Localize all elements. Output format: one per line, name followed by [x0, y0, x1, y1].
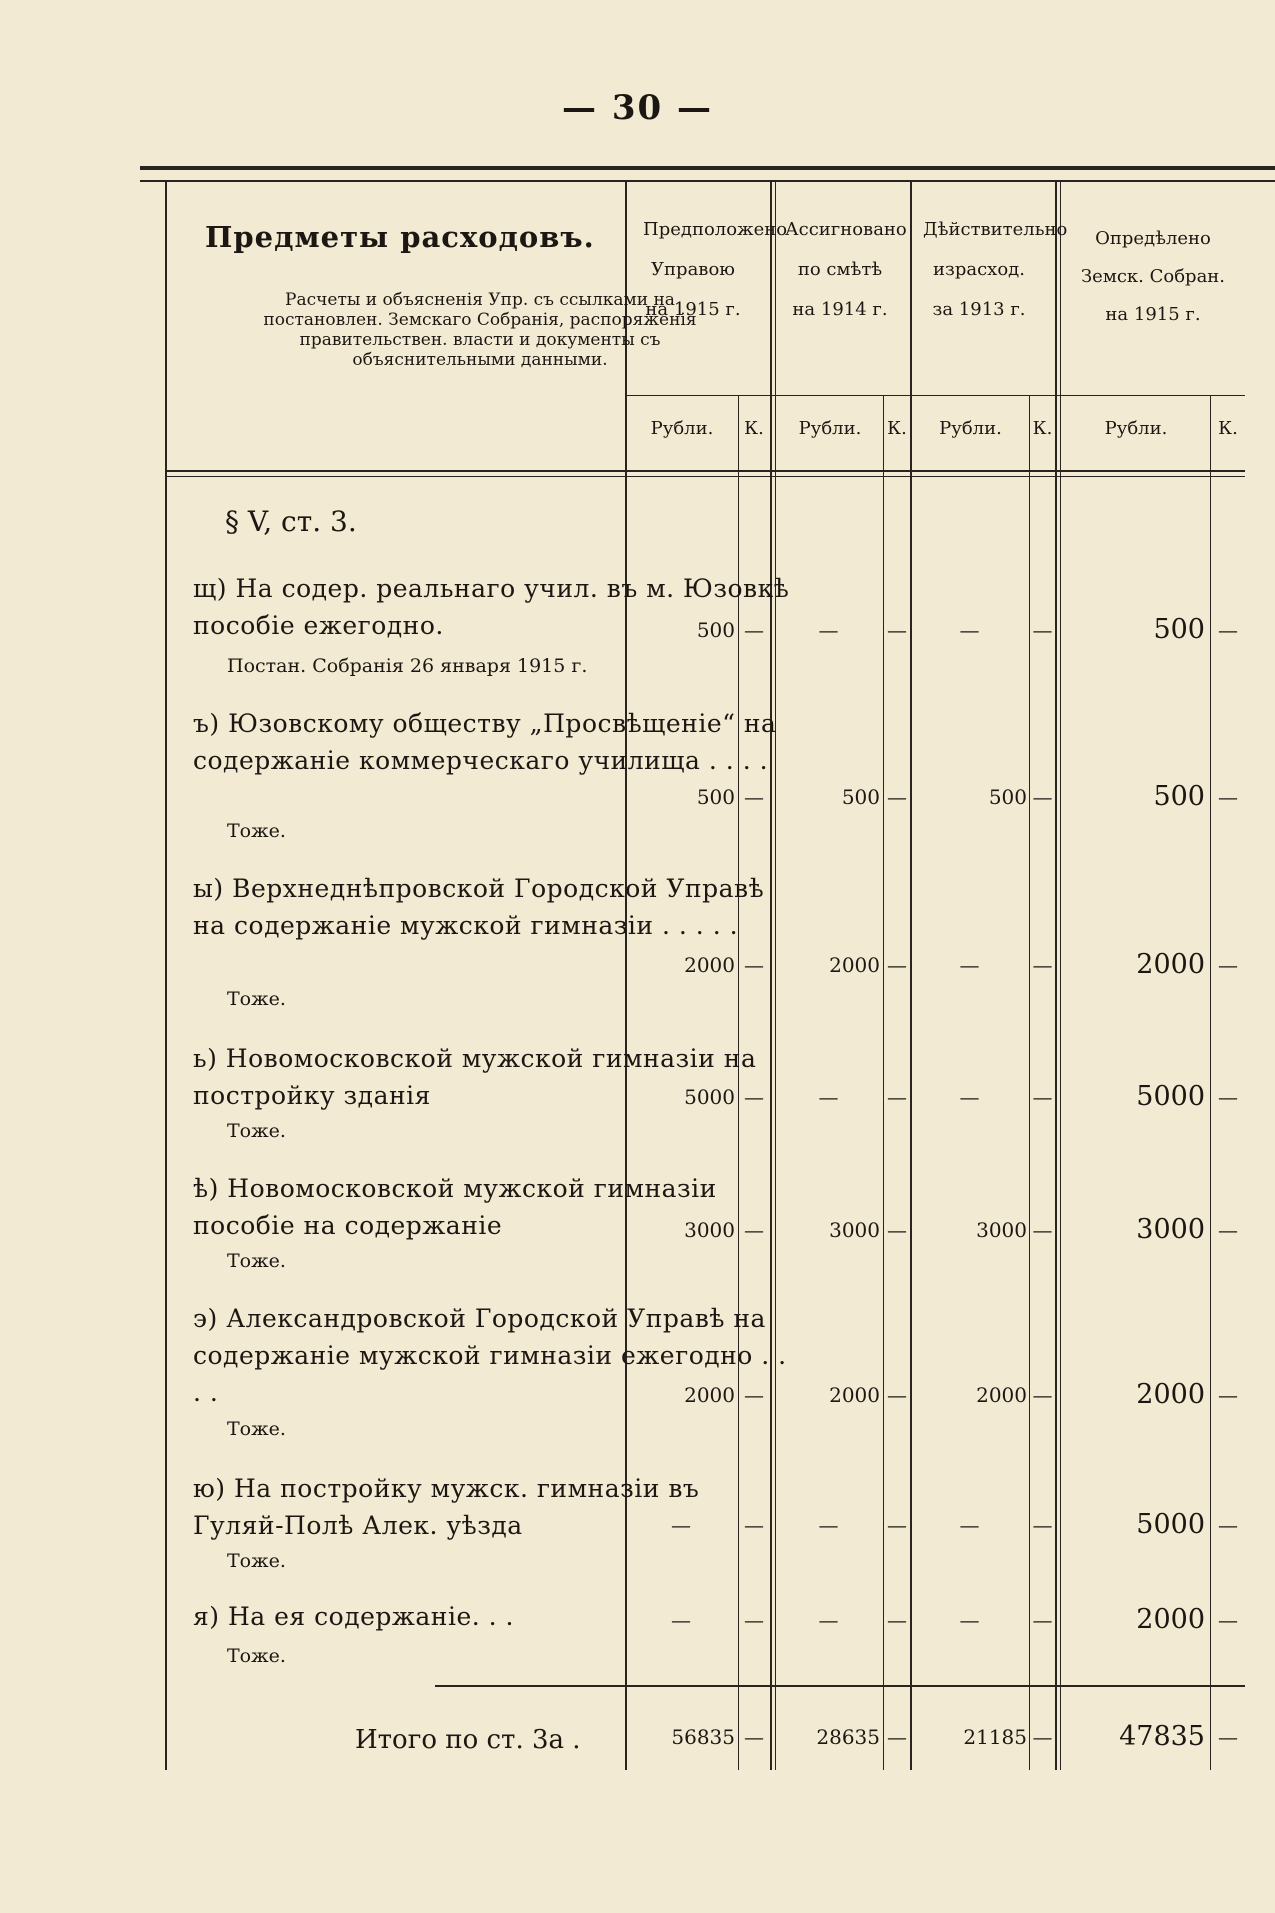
kopeks-dash: — [1218, 1725, 1238, 1749]
total-value: 56835 [671, 1725, 735, 1749]
col-line [165, 180, 167, 1770]
kopeks-dash: — [1218, 1085, 1238, 1109]
item-reference: Тоже. [227, 1120, 286, 1142]
column-header: Предположено Управою на 1915 г. [643, 219, 788, 320]
rubles-value: 2000 [1136, 1604, 1205, 1635]
kopeks-dash: — [1218, 1513, 1238, 1537]
rubles-value: — [671, 1513, 691, 1537]
rubles-value: 2000 [829, 1383, 880, 1407]
rubles-value: 2000 [829, 953, 880, 977]
col-line [883, 395, 884, 1770]
kopeks-dash: — [887, 1513, 907, 1537]
kopeks-dash: — [887, 953, 907, 977]
kop-label: К. [1032, 418, 1053, 439]
kopeks-dash: — [1218, 1608, 1238, 1632]
rub-label: Рубли. [798, 418, 862, 439]
col-line [1055, 180, 1057, 1770]
kopeks-dash: — [1032, 1513, 1053, 1537]
rub-label: Рубли. [650, 418, 714, 439]
rubles-value: 3000 [976, 1218, 1027, 1242]
rubles-value: — [959, 618, 980, 642]
rubles-value: — [959, 1513, 980, 1537]
kop-label: К. [744, 418, 764, 439]
rubles-value: 500 [696, 785, 735, 809]
kopeks-dash: — [887, 618, 907, 642]
rubles-value: 2000 [684, 1383, 735, 1407]
kopeks-dash: — [1218, 618, 1238, 642]
rubles-value: 500 [988, 785, 1027, 809]
kopeks-dash: — [744, 1383, 764, 1407]
rubles-value: 5000 [1136, 1509, 1205, 1540]
column-header: Дѣйствительно израсход. за 1913 г. [923, 219, 1068, 320]
kopeks-dash: — [744, 1725, 764, 1749]
kopeks-dash: — [1218, 1383, 1238, 1407]
rubles-value: — [959, 1085, 980, 1109]
kopeks-dash: — [744, 1218, 764, 1242]
item-description: щ) На содер. реальнаго учил. въ м. Юзовкѣ пособіе ежегодно. [193, 574, 790, 640]
item-reference: Тоже. [227, 988, 286, 1010]
rubles-value: 2000 [684, 953, 735, 977]
rubles-value: 500 [1153, 614, 1205, 645]
rubles-value: 500 [696, 618, 735, 642]
kopeks-dash: — [1032, 1218, 1053, 1242]
rubles-value: — [818, 618, 839, 642]
total-value: 28635 [816, 1725, 880, 1749]
item-reference: Тоже. [227, 1550, 286, 1572]
kopeks-dash: — [1032, 953, 1053, 977]
kopeks-dash: — [1032, 1085, 1053, 1109]
rubles-value: 3000 [1136, 1214, 1205, 1245]
page-number: — 30 — [562, 88, 713, 128]
item-description: ъ) Юзовскому обществу „Просвѣщеніе“ на содержаніе коммерческаго училища . . . . [193, 709, 777, 775]
rubles-value: — [818, 1085, 839, 1109]
rubles-value: — [959, 953, 980, 977]
kopeks-dash: — [887, 1725, 907, 1749]
total-value: 21185 [963, 1725, 1027, 1749]
kop-label: К. [1218, 418, 1238, 439]
rubles-value: 2000 [1136, 1379, 1205, 1410]
kopeks-dash: — [1218, 1218, 1238, 1242]
kopeks-dash: — [1218, 953, 1238, 977]
col-line [1029, 395, 1030, 1770]
kopeks-dash: — [1218, 785, 1238, 809]
kopeks-dash: — [744, 1513, 764, 1537]
rubles-value: 5000 [684, 1085, 735, 1109]
rubles-value: — [959, 1608, 980, 1632]
rubles-value: 2000 [1136, 949, 1205, 980]
rubles-value: 2000 [976, 1383, 1027, 1407]
header-divider [625, 395, 1245, 396]
rubles-value: — [671, 1608, 691, 1632]
rub-label: Рубли. [939, 418, 1002, 439]
column-header: Опредѣлено Земск. Собран. на 1915 г. [1080, 228, 1226, 325]
kopeks-dash: — [744, 1085, 764, 1109]
section-heading: § V, ст. 3. [225, 505, 357, 538]
kopeks-dash: — [887, 1608, 907, 1632]
header-bottom-rule [165, 476, 1245, 477]
rubles-value: — [818, 1608, 839, 1632]
col-line [1210, 395, 1211, 1770]
kopeks-dash: — [744, 618, 764, 642]
kopeks-dash: — [1032, 1608, 1053, 1632]
item-reference: Тоже. [227, 1418, 286, 1440]
kopeks-dash: — [1032, 1725, 1053, 1749]
rubles-value: 3000 [829, 1218, 880, 1242]
rubles-value: 500 [1153, 781, 1205, 812]
item-description: ь) Новомосковской мужской гимназіи на постройку зданія [193, 1044, 757, 1110]
total-value: 47835 [1119, 1721, 1205, 1752]
item-reference: Постан. Собранія 26 января 1915 г. [227, 655, 588, 677]
column-header: Ассигновано по смѣтѣ на 1914 г. [785, 219, 907, 320]
rubles-value: 5000 [1136, 1081, 1205, 1112]
item-reference: Тоже. [227, 1645, 286, 1667]
total-label: Итого по ст. 3а . [355, 1725, 581, 1755]
item-description: ы) Верхнеднѣпровской Городской Управѣ на содержаніе мужской гимназіи . . . . . [193, 874, 765, 940]
kopeks-dash: — [744, 785, 764, 809]
item-description: я) На ея содержаніе. . . [193, 1602, 514, 1631]
header-bottom-rule [165, 470, 1245, 472]
col-line [1060, 180, 1061, 1770]
rubles-value: — [818, 1513, 839, 1537]
kopeks-dash: — [887, 1218, 907, 1242]
table-title: Предметы расходовъ. [205, 220, 595, 254]
kopeks-dash: — [1032, 1383, 1053, 1407]
item-description: ю) На постройку мужск. гимназіи въ Гуляй-Полѣ Алек. уѣзда [193, 1474, 700, 1540]
kop-label: К. [887, 418, 907, 439]
expense-table [165, 180, 1245, 1770]
kopeks-dash: — [887, 1383, 907, 1407]
kopeks-dash: — [887, 785, 907, 809]
kopeks-dash: — [1032, 785, 1053, 809]
total-rule [435, 1685, 1245, 1687]
kopeks-dash: — [887, 1085, 907, 1109]
item-description: э) Александровской Городской Управѣ на содержаніе мужской гимназіи ежегодно . . . . [193, 1304, 787, 1407]
rub-label: Рубли. [1104, 418, 1168, 439]
rubles-value: 500 [841, 785, 880, 809]
kopeks-dash: — [1032, 618, 1053, 642]
table-subtitle: Расчеты и объясненія Упр. съ ссылками на постановлен. Земскаго Собранія, распоряженія правительствен. власти и документы съ объяснительными данными. [263, 290, 697, 370]
item-description: ѣ) Новомосковской мужской гимназіи пособіе на содержаніе [193, 1174, 717, 1240]
item-reference: Тоже. [227, 1250, 286, 1272]
item-reference: Тоже. [227, 820, 286, 842]
kopeks-dash: — [744, 953, 764, 977]
kopeks-dash: — [744, 1608, 764, 1632]
rubles-value: 3000 [684, 1218, 735, 1242]
